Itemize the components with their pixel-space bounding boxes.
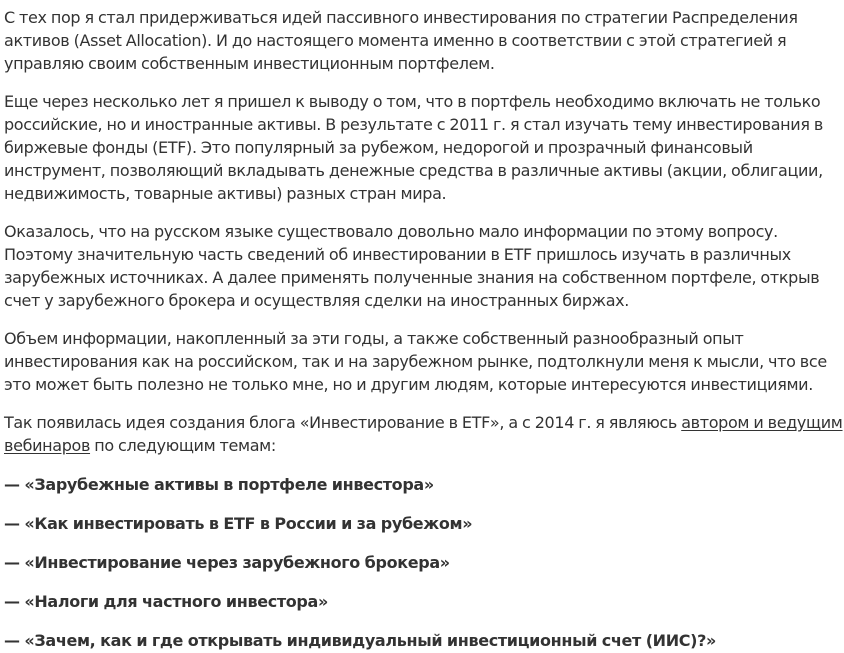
paragraph-blog-intro: [4, 411, 844, 457]
paragraph-experience: Объем информации, накопленный за эти годы, а также собственный разнообразный опыт инвестирования как на российском, так и на зарубежном рынке, подтолкнули меня к мысли, что все это может быть полезно не только мне, но и другим людям, которые интересуются инвестициями.: [4, 329, 827, 394]
topic-taxes: — «Налоги для частного инвестора»: [4, 592, 328, 611]
paragraph-russian-info: Оказалось, что на русском языке существовало довольно мало информации по этому вопросу. Поэтому значительную часть сведений об инвестировании в ETF пришлось изучать в различных зарубежных источниках. А далее применять полученные знания на собственном портфеле, открыв счет у зарубежного брокера и осуществляя сделки на иностранных биржах.: [4, 222, 820, 310]
blog-intro-suffix: по следующим темам:: [90, 436, 276, 455]
author-webinars-link[interactable]: автором и ведущим вебинаров: [4, 413, 843, 455]
paragraph-asset-allocation: С тех пор я стал придерживаться идей пассивного инвестирования по стратегии Распределения активов (Asset Allocation). И до настоящего момента именно в соответствии с этой стратегией я управляю своим собственным инвестиционным портфелем.: [4, 8, 798, 73]
topic-foreign-assets: — «Зарубежные активы в портфеле инвестора»: [4, 475, 434, 494]
topic-foreign-broker: — «Инвестирование через зарубежного брокера»: [4, 553, 450, 572]
blog-intro-text: Так появилась идея создания блога «Инвестирование в ETF», а с 2014 г. я являюсь: [4, 413, 682, 432]
topic-invest-etf: — «Как инвестировать в ETF в России и за рубежом»: [4, 514, 473, 533]
paragraph-foreign-assets: Еще через несколько лет я пришел к выводу о том, что в портфель необходимо включать не только российские, но и иностранные активы. В результате с 2011 г. я стал изучать тему инвестирования в биржевые фонды (ETF). Это популярный за рубежом, недорогой и прозрачный финансовый инструмент, позволяющий вкладывать денежные средства в различные активы (акции, облигации, недвижимость, товарные активы) разных стран мира.: [4, 92, 823, 203]
topic-iis: — «Зачем, как и где открывать индивидуальный инвестиционный счет (ИИС)?»: [4, 631, 717, 650]
webinar-topics-list: [4, 473, 844, 652]
